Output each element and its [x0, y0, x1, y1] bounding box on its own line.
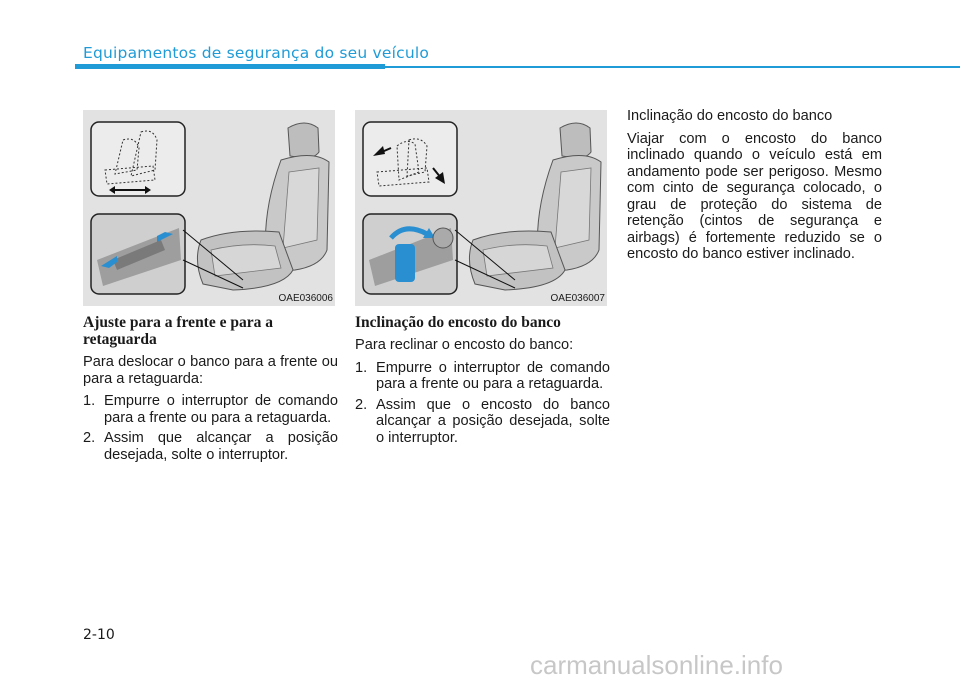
page-number: 2-10: [83, 627, 115, 643]
column-warning: [627, 108, 882, 269]
figure-code: OAE036007: [550, 293, 605, 304]
seat-slide-illustration: [83, 110, 335, 306]
section-heading: Inclinação do encosto do banco: [355, 314, 561, 331]
step-number: 1.: [355, 359, 368, 376]
list-item: [355, 397, 610, 447]
section-intro: Para deslocar o banco para a frente ou para a retaguarda:: [83, 354, 338, 387]
seat-icon: [197, 123, 329, 290]
watermark: carmanualsonline.info: [530, 650, 783, 680]
figure-code: OAE036006: [278, 293, 333, 304]
header-rule-accent: [75, 64, 385, 69]
warning-body: Viajar com o encosto do banco inclinado quando o veículo está em andamento pode ser perigoso. Mesmo com cinto de segurança colocado, o grau de proteção do sistema de retenção (cintos de segurança e airbags) é fortemente reduzido se o encosto do banco estiver inclinado.: [627, 130, 882, 262]
step-number: 1.: [83, 393, 96, 409]
section-intro: Para reclinar o encosto do banco:: [355, 337, 574, 353]
step-text: Assim que alcançar a posição desejada, solte o interruptor.: [104, 430, 338, 463]
step-text: Assim que o encosto do banco alcançar a posição desejada, solte o interruptor.: [376, 396, 610, 446]
seat-icon: [469, 123, 601, 290]
section-header-title: Equipamentos de segurança do seu veículo: [83, 44, 430, 62]
warning-title: Inclinação do encosto do banco: [627, 108, 833, 124]
section-heading: Ajuste para a frente e para a retaguarda: [83, 314, 273, 348]
step-number: 2.: [83, 430, 96, 446]
list-item: [355, 360, 610, 393]
list-item: [83, 430, 338, 463]
step-text: Empurre o interruptor de comando para a frente ou para a retaguarda.: [376, 359, 610, 392]
list-item: [83, 393, 338, 426]
figure-seat-recline: [355, 110, 607, 306]
inset-seat-outline: [91, 122, 185, 196]
figure-seat-slide: [83, 110, 335, 306]
seat-recline-illustration: [355, 110, 607, 306]
column-forward-backward: [83, 314, 338, 467]
step-text: Empurre o interruptor de comando para a frente ou para a retaguarda.: [104, 393, 338, 426]
inset-recline-outline: [363, 122, 457, 196]
column-recline: [355, 314, 610, 450]
step-number: 2.: [355, 396, 368, 413]
